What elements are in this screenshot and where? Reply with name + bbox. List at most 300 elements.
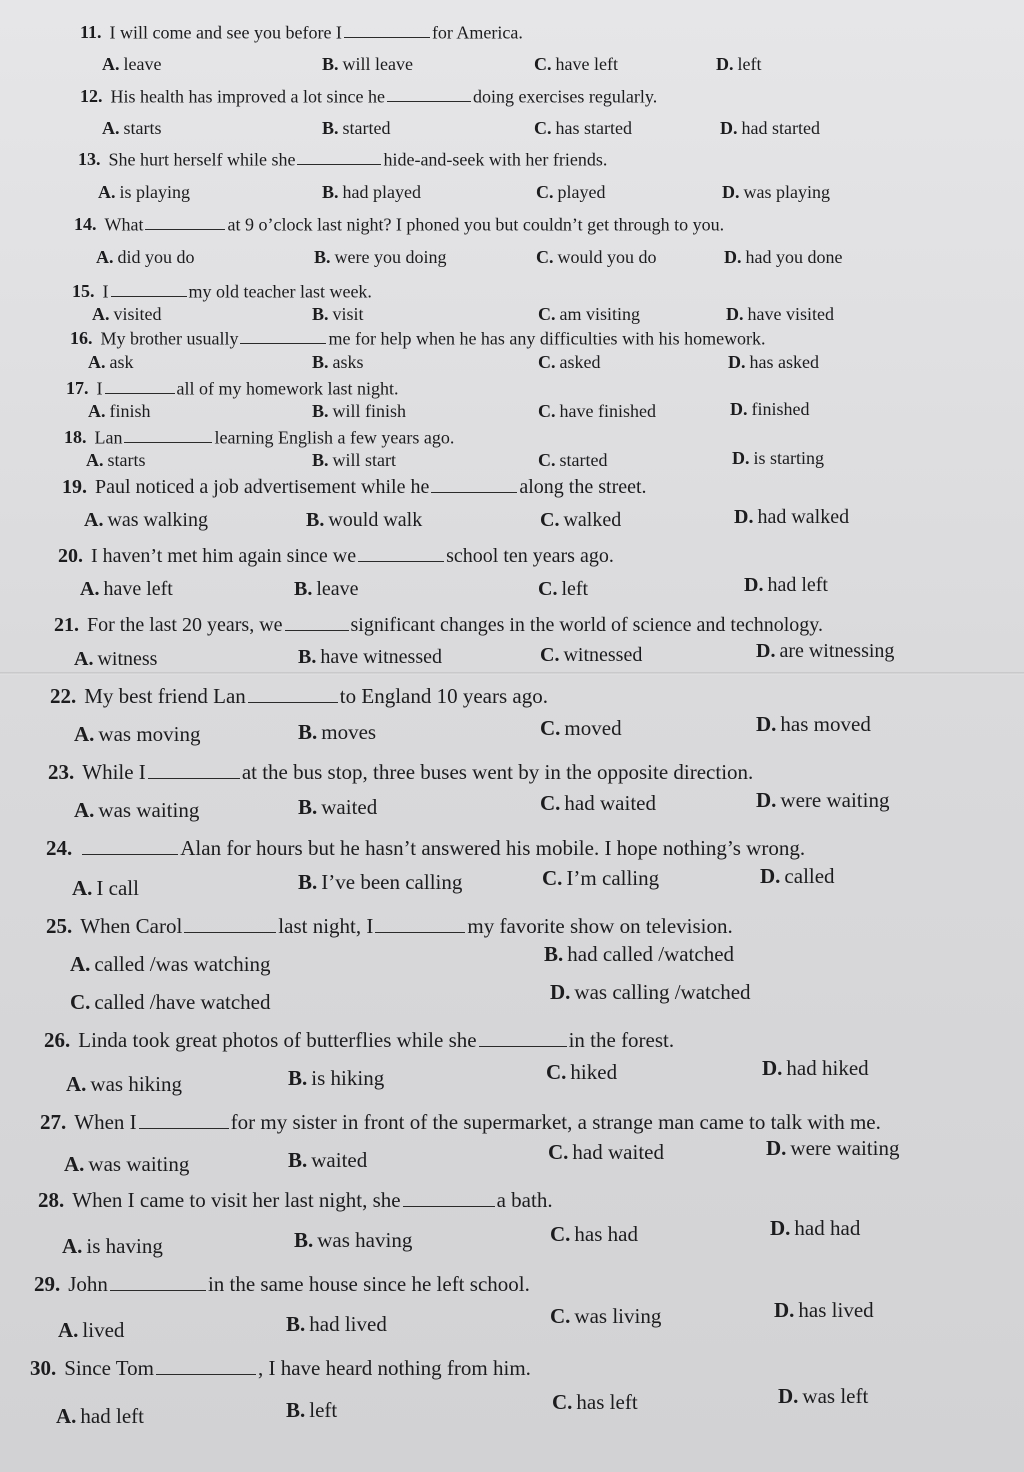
question-number: 14. — [74, 214, 97, 235]
option-b[interactable] — [312, 450, 396, 471]
answer-blank — [156, 1356, 256, 1375]
option-letter: B. — [294, 578, 313, 600]
question-text: in the forest. — [568, 1028, 675, 1052]
question-stem — [74, 214, 724, 235]
option-text: was waiting — [98, 798, 200, 822]
option-text: called — [784, 864, 835, 888]
option-a[interactable] — [64, 1152, 189, 1177]
option-text: had left — [767, 574, 828, 596]
option-a[interactable] — [74, 798, 199, 823]
option-c[interactable] — [538, 450, 607, 471]
question-number: 20. — [58, 545, 83, 567]
option-text: have left — [555, 54, 618, 74]
answer-blank — [111, 281, 187, 297]
question-text: When I — [74, 1110, 137, 1134]
question-text: school ten years ago. — [446, 545, 614, 567]
option-text: was having — [317, 1228, 413, 1252]
option-text: had had — [794, 1216, 861, 1240]
question-stem — [62, 475, 647, 499]
option-text: I call — [96, 876, 139, 900]
option-c[interactable] — [540, 509, 621, 532]
option-d[interactable] — [756, 712, 871, 737]
option-c[interactable] — [552, 1390, 638, 1415]
paper-fold — [0, 672, 1024, 675]
question-text: for America. — [431, 22, 523, 43]
answer-blank — [248, 684, 338, 703]
question-text: along the street. — [519, 476, 647, 498]
option-c[interactable] — [546, 1060, 617, 1085]
option-b[interactable] — [298, 646, 442, 669]
option-text: was calling /watched — [574, 980, 751, 1004]
option-a[interactable] — [102, 54, 161, 75]
question-text: Alan for hours but he hasn’t answered his mobile. I hope nothing’s wrong. — [180, 836, 806, 860]
option-letter: A. — [74, 798, 95, 822]
option-letter: B. — [298, 646, 317, 668]
option-text: will finish — [332, 401, 407, 421]
option-text: had you done — [745, 247, 843, 267]
option-text: was waiting — [88, 1152, 190, 1176]
option-letter: C. — [546, 1060, 567, 1084]
answer-blank — [139, 1110, 229, 1129]
question-text: I haven’t met him again since we — [91, 545, 357, 567]
option-b[interactable] — [288, 1066, 384, 1091]
option-letter: C. — [538, 352, 556, 372]
question-number: 13. — [78, 149, 101, 170]
option-text: will leave — [342, 54, 413, 74]
option-text: lived — [82, 1318, 125, 1342]
option-letter: C. — [538, 578, 558, 600]
option-text: had lived — [309, 1312, 387, 1336]
option-text: started — [559, 450, 608, 470]
option-c[interactable] — [550, 1304, 661, 1329]
option-b[interactable] — [322, 54, 413, 75]
option-a[interactable] — [84, 509, 208, 532]
option-letter: A. — [66, 1072, 87, 1096]
option-d[interactable] — [726, 304, 834, 325]
option-text: moved — [564, 716, 622, 740]
option-text: called /have watched — [94, 990, 271, 1014]
answer-blank — [297, 149, 381, 165]
option-text: was hiking — [90, 1072, 182, 1096]
option-a[interactable] — [86, 450, 146, 471]
option-b[interactable] — [322, 118, 391, 139]
question-stem — [46, 836, 805, 861]
option-a[interactable] — [72, 876, 139, 901]
option-c[interactable] — [70, 990, 271, 1015]
option-text: had hiked — [786, 1056, 869, 1080]
option-a[interactable] — [62, 1234, 163, 1259]
option-c[interactable] — [534, 54, 618, 75]
option-a[interactable] — [88, 401, 151, 422]
question-number: 27. — [40, 1110, 67, 1134]
option-d[interactable] — [744, 574, 828, 597]
question-stem — [48, 760, 753, 785]
option-a[interactable] — [98, 182, 190, 203]
option-text: visit — [332, 304, 364, 324]
option-text: I’ve been calling — [321, 870, 463, 894]
option-text: had started — [741, 118, 820, 138]
option-letter: C. — [70, 990, 91, 1014]
answer-blank — [82, 836, 178, 855]
option-text: is having — [86, 1234, 163, 1258]
option-c[interactable] — [540, 716, 622, 741]
question-text: learning English a few years ago. — [214, 427, 455, 448]
option-letter: C. — [534, 54, 552, 74]
option-text: would walk — [328, 509, 423, 531]
question-number: 26. — [44, 1028, 71, 1052]
option-b[interactable] — [312, 401, 406, 422]
option-d[interactable] — [728, 352, 819, 373]
question-stem — [40, 1110, 881, 1135]
option-text: have finished — [559, 401, 656, 421]
option-letter: B. — [322, 182, 339, 202]
question-text: at 9 o’clock last night? I phoned you but couldn’t get through to you. — [227, 214, 725, 235]
option-text: visited — [113, 304, 162, 324]
option-a[interactable] — [74, 648, 157, 671]
option-text: were waiting — [790, 1136, 900, 1160]
option-b[interactable] — [312, 304, 364, 325]
question-number: 19. — [62, 476, 87, 498]
option-letter: A. — [74, 722, 95, 746]
option-text: asked — [559, 352, 601, 372]
option-letter: D. — [760, 864, 781, 888]
option-b[interactable] — [288, 1148, 367, 1173]
option-letter: D. — [728, 352, 746, 372]
question-text: His health has improved a lot since he — [110, 86, 385, 107]
question-text: , I have heard nothing from him. — [257, 1356, 531, 1380]
option-a[interactable] — [102, 118, 162, 139]
option-text: left — [309, 1398, 338, 1422]
question-text: to England 10 years ago. — [339, 684, 548, 708]
question-number: 29. — [34, 1272, 61, 1296]
option-letter: B. — [312, 401, 329, 421]
option-letter: B. — [294, 1228, 314, 1252]
option-text: left — [561, 578, 589, 600]
option-a[interactable] — [56, 1404, 144, 1429]
answer-blank — [358, 544, 444, 562]
option-text: were you doing — [334, 247, 447, 267]
option-letter: D. — [756, 640, 776, 662]
option-letter: C. — [536, 182, 554, 202]
option-text: called /was watching — [94, 952, 271, 976]
option-b[interactable] — [312, 352, 364, 373]
option-d[interactable] — [724, 247, 842, 268]
option-letter: D. — [550, 980, 571, 1004]
option-letter: C. — [550, 1222, 571, 1246]
option-text: had waited — [564, 791, 656, 815]
option-text: am visiting — [559, 304, 640, 324]
option-b[interactable] — [294, 1228, 412, 1253]
option-letter: D. — [720, 118, 738, 138]
option-b[interactable] — [286, 1312, 387, 1337]
question-stem — [66, 378, 398, 399]
option-c[interactable] — [550, 1222, 638, 1247]
option-d[interactable] — [778, 1384, 868, 1409]
option-c[interactable] — [538, 304, 640, 325]
option-text: had waited — [572, 1140, 664, 1164]
option-letter: B. — [312, 304, 329, 324]
option-c[interactable] — [538, 352, 600, 373]
option-letter: A. — [58, 1318, 79, 1342]
option-letter: A. — [80, 578, 100, 600]
option-text: did you do — [117, 247, 195, 267]
option-letter: D. — [734, 506, 754, 528]
option-d[interactable] — [756, 640, 894, 663]
option-letter: A. — [102, 118, 120, 138]
question-number: 22. — [50, 684, 77, 708]
option-letter: B. — [298, 795, 318, 819]
option-letter: B. — [322, 54, 339, 74]
question-text: my favorite show on television. — [467, 914, 733, 938]
option-text: starts — [107, 450, 146, 470]
question-text: When I came to visit her last night, she — [72, 1188, 401, 1212]
option-c[interactable] — [540, 791, 656, 816]
option-letter: A. — [88, 401, 106, 421]
option-letter: A. — [72, 876, 93, 900]
option-b[interactable] — [294, 578, 359, 601]
option-text: started — [342, 118, 391, 138]
option-a[interactable] — [80, 578, 173, 601]
option-letter: A. — [98, 182, 116, 202]
option-c[interactable] — [536, 182, 605, 203]
question-text: Lan — [94, 427, 123, 448]
question-text: me for help when he has any difficulties with his homework. — [328, 328, 766, 349]
question-text: at the bus stop, three buses went by in the opposite direction. — [241, 760, 754, 784]
option-c[interactable] — [548, 1140, 664, 1165]
option-letter: C. — [540, 509, 560, 531]
question-text: For the last 20 years, we — [87, 614, 283, 636]
question-stem — [64, 427, 454, 448]
question-number: 28. — [38, 1188, 65, 1212]
option-letter: C. — [550, 1304, 571, 1328]
option-text: has started — [555, 118, 632, 138]
option-text: I’m calling — [566, 866, 660, 890]
answer-blank — [145, 214, 225, 230]
option-text: had played — [342, 182, 421, 202]
option-letter: D. — [770, 1216, 791, 1240]
option-letter: C. — [552, 1390, 573, 1414]
option-letter: B. — [286, 1312, 306, 1336]
option-letter: B. — [322, 118, 339, 138]
answer-blank — [105, 378, 175, 394]
option-b[interactable] — [322, 182, 421, 203]
question-text: all of my homework last night. — [176, 378, 399, 399]
option-b[interactable] — [544, 942, 734, 967]
option-text: waited — [321, 795, 378, 819]
option-b[interactable] — [298, 795, 377, 820]
question-number: 16. — [70, 328, 93, 349]
option-letter: A. — [56, 1404, 77, 1428]
option-c[interactable] — [538, 401, 656, 422]
option-text: have left — [103, 578, 173, 600]
option-letter: C. — [534, 118, 552, 138]
option-c[interactable] — [540, 644, 642, 667]
option-text: witnessed — [563, 644, 643, 666]
option-b[interactable] — [314, 247, 447, 268]
option-text: moves — [321, 720, 377, 744]
question-number: 17. — [66, 378, 89, 399]
option-letter: B. — [288, 1148, 308, 1172]
question-text: for my sister in front of the supermarket, a strange man came to talk with me. — [230, 1110, 881, 1134]
option-text: was playing — [743, 182, 830, 202]
question-text: She hurt herself while she — [108, 149, 296, 170]
question-text: I — [96, 378, 103, 399]
option-c[interactable] — [542, 866, 659, 891]
option-text: finished — [751, 399, 810, 419]
option-letter: C. — [538, 450, 556, 470]
option-letter: D. — [732, 448, 750, 468]
option-text: has left — [576, 1390, 638, 1414]
question-text: John — [68, 1272, 108, 1296]
option-letter: D. — [724, 247, 742, 267]
option-letter: C. — [536, 247, 554, 267]
option-text: walked — [563, 509, 622, 531]
answer-blank — [344, 22, 430, 38]
question-number: 25. — [46, 914, 73, 938]
option-text: starts — [123, 118, 162, 138]
option-text: have visited — [747, 304, 834, 324]
option-text: is playing — [119, 182, 190, 202]
option-letter: C. — [548, 1140, 569, 1164]
option-b[interactable] — [306, 509, 422, 532]
option-a[interactable] — [96, 247, 195, 268]
option-letter: A. — [74, 648, 94, 670]
option-text: had called /watched — [567, 942, 735, 966]
question-stem — [70, 328, 766, 349]
option-letter: D. — [744, 574, 764, 596]
option-c[interactable] — [538, 578, 588, 601]
option-letter: B. — [314, 247, 331, 267]
option-d[interactable] — [756, 788, 889, 813]
option-letter: C. — [540, 644, 560, 666]
option-letter: B. — [298, 870, 318, 894]
option-letter: B. — [544, 942, 564, 966]
question-stem — [54, 613, 823, 637]
option-d[interactable] — [550, 980, 751, 1005]
option-text: will start — [332, 450, 397, 470]
option-text: had walked — [757, 506, 850, 528]
option-letter: A. — [62, 1234, 83, 1258]
question-number: 30. — [30, 1356, 57, 1380]
option-d[interactable] — [770, 1216, 860, 1241]
answer-blank — [387, 86, 471, 102]
question-stem — [38, 1188, 553, 1213]
question-text: My brother usually — [100, 328, 239, 349]
option-d[interactable] — [766, 1136, 899, 1161]
question-stem — [30, 1356, 531, 1381]
option-text: is starting — [753, 448, 824, 468]
question-stem — [80, 86, 657, 107]
option-letter: A. — [92, 304, 110, 324]
option-letter: D. — [774, 1298, 795, 1322]
option-text: was living — [574, 1304, 662, 1328]
option-text: finish — [109, 401, 151, 421]
answer-blank — [375, 914, 465, 933]
option-letter: A. — [64, 1152, 85, 1176]
option-letter: C. — [542, 866, 563, 890]
option-letter: A. — [96, 247, 114, 267]
option-letter: D. — [756, 788, 777, 812]
question-number: 18. — [64, 427, 87, 448]
option-a[interactable] — [66, 1072, 182, 1097]
option-letter: D. — [716, 54, 734, 74]
question-text: I — [102, 281, 109, 302]
question-text: hide-and-seek with her friends. — [383, 149, 608, 170]
answer-blank — [184, 914, 276, 933]
question-text: When Carol — [80, 914, 183, 938]
answer-blank — [431, 475, 517, 493]
option-d[interactable] — [732, 448, 824, 469]
option-text: are witnessing — [779, 640, 895, 662]
option-text: has asked — [749, 352, 819, 372]
answer-blank — [110, 1272, 206, 1291]
option-text: have witnessed — [320, 646, 442, 668]
option-text: was moving — [98, 722, 201, 746]
answer-blank — [124, 427, 212, 443]
option-text: hiked — [570, 1060, 618, 1084]
answer-blank — [285, 613, 349, 631]
option-letter: A. — [88, 352, 106, 372]
option-a[interactable] — [58, 1318, 124, 1343]
option-letter: C. — [538, 304, 556, 324]
option-text: witness — [97, 648, 158, 670]
option-b[interactable] — [298, 870, 462, 895]
option-letter: D. — [762, 1056, 783, 1080]
option-text: was walking — [107, 509, 208, 531]
question-text: Linda took great photos of butterflies while she — [78, 1028, 477, 1052]
option-d[interactable] — [722, 182, 830, 203]
option-text: would you do — [557, 247, 657, 267]
option-d[interactable] — [762, 1056, 869, 1081]
option-letter: B. — [288, 1066, 308, 1090]
option-text: played — [557, 182, 606, 202]
option-letter: B. — [312, 450, 329, 470]
option-a[interactable] — [92, 304, 162, 325]
option-text: is hiking — [311, 1066, 385, 1090]
option-d[interactable] — [716, 54, 762, 75]
question-stem — [44, 1028, 674, 1053]
option-c[interactable] — [536, 247, 657, 268]
option-d[interactable] — [734, 506, 849, 529]
option-text: has moved — [780, 712, 871, 736]
option-letter: D. — [766, 1136, 787, 1160]
option-text: has had — [574, 1222, 638, 1246]
option-b[interactable] — [286, 1398, 337, 1423]
option-d[interactable] — [720, 118, 820, 139]
question-text: Since Tom — [64, 1356, 154, 1380]
option-text: left — [737, 54, 762, 74]
option-c[interactable] — [534, 118, 632, 139]
question-text: doing exercises regularly. — [472, 86, 658, 107]
option-a[interactable] — [88, 352, 134, 373]
option-d[interactable] — [760, 864, 835, 889]
option-a[interactable] — [74, 722, 201, 747]
question-number: 24. — [46, 836, 73, 860]
option-a[interactable] — [70, 952, 271, 977]
option-letter: D. — [730, 399, 748, 419]
option-d[interactable] — [774, 1298, 874, 1323]
option-d[interactable] — [730, 399, 810, 420]
option-text: has lived — [798, 1298, 874, 1322]
option-letter: A. — [86, 450, 104, 470]
option-b[interactable] — [298, 720, 376, 745]
question-stem — [46, 914, 733, 939]
question-text: My best friend Lan — [84, 684, 246, 708]
option-letter: B. — [312, 352, 329, 372]
option-text: had left — [80, 1404, 144, 1428]
question-text: a bath. — [496, 1188, 553, 1212]
question-number: 12. — [80, 86, 103, 107]
